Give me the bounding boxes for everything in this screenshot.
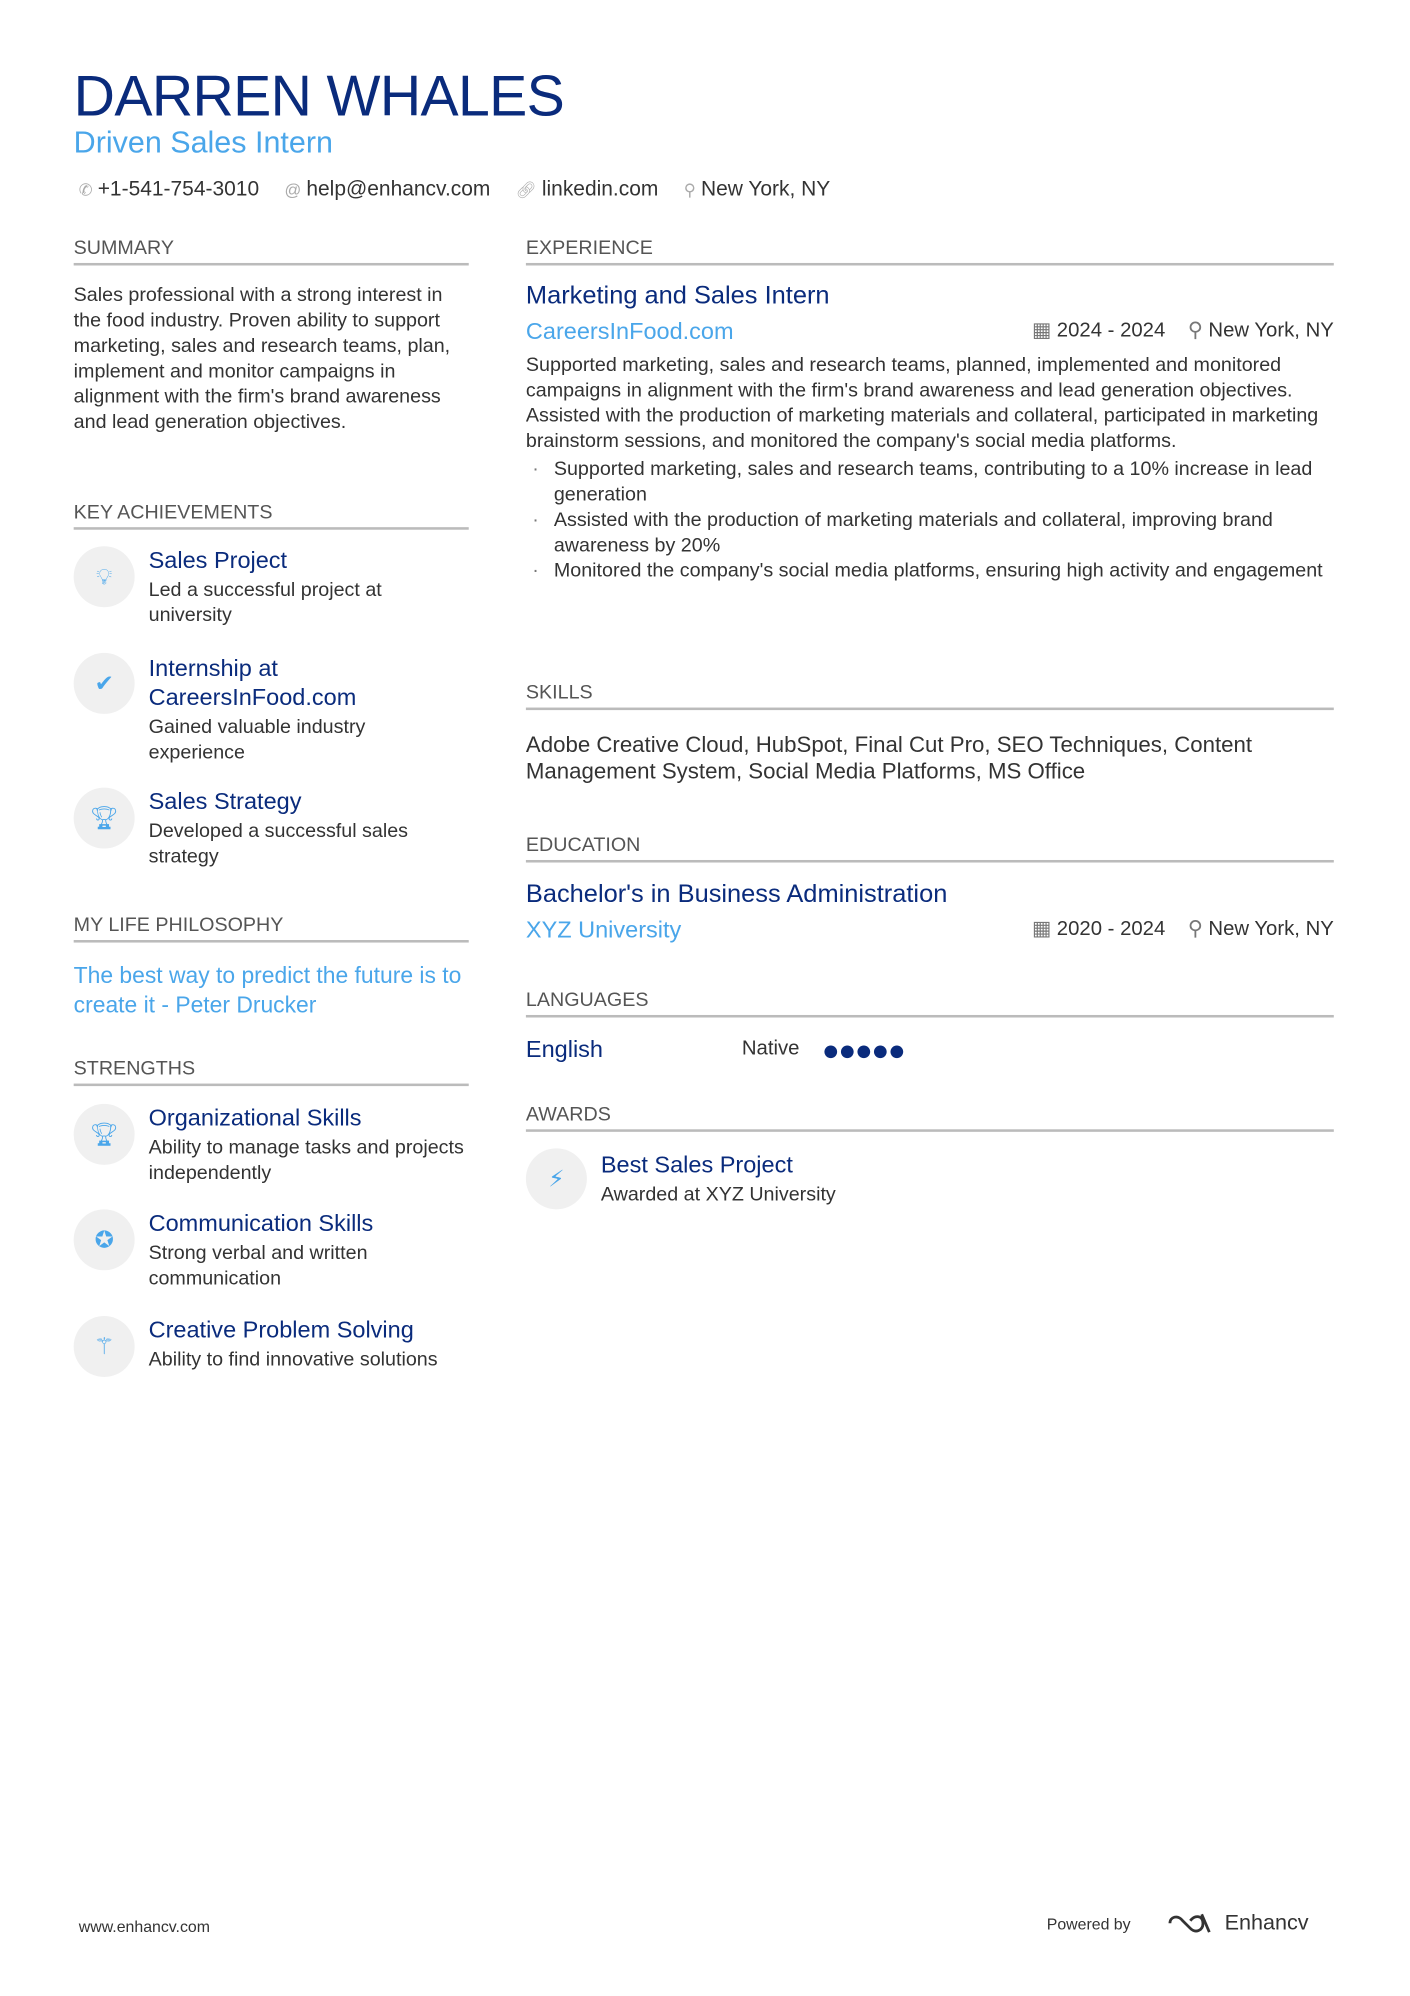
contact-bar [79,178,831,202]
strengths-heading: STRENGTHS [74,1058,469,1086]
calendar-icon: ▦ [1031,320,1057,342]
skills-heading: SKILLS [526,682,1334,710]
footer-powered-by: Powered by [1046,1915,1131,1934]
language-level: Native [741,1037,800,1060]
trophy-icon: 🏆︎ [74,788,135,849]
calendar-icon: ▦ [1031,918,1057,941]
rating-dot [824,1045,837,1058]
enhancv-logo-icon [1166,1909,1214,1937]
achievement-title: Sales Strategy [148,787,302,815]
language-name: English [525,1035,603,1062]
achievement-title: Sales Project [148,546,288,573]
enhancv-logo[interactable] [1166,1909,1308,1937]
contact-phone[interactable]: ✆ +1-541-754-3010 [78,177,260,201]
contact-email[interactable]: @ help@enhancv.com [284,177,491,201]
location-icon: ⚲ [683,180,696,200]
strength-desc: Ability to find innovative solutions [148,1349,438,1371]
achievement-title: Internship at CareersInFood.com [148,654,357,711]
language-rating [824,1042,907,1065]
candidate-title: Driven Sales Intern [73,125,333,161]
bolt-icon: ⚡︎ [526,1148,587,1209]
contact-location: ⚲ New York, NY [683,177,831,201]
achievement-desc: Developed a successful sales strategy [148,820,409,868]
link-icon: 🔗︎ [515,180,537,200]
experience-company[interactable]: CareersInFood.com [525,317,734,345]
location-icon: ⚲ [1187,918,1209,941]
experience-bullets [526,457,1334,584]
footer-website[interactable]: www.enhancv.com [78,1918,210,1936]
languages-heading: LANGUAGES [526,990,1334,1018]
location-icon: ⚲ [1187,320,1209,342]
education-degree: Bachelor's in Business Administration [525,880,948,909]
strength-title: Creative Problem Solving [148,1316,414,1343]
strength-desc: Strong verbal and written communication [148,1242,368,1290]
summary-text: Sales professional with a strong interest in the food industry. Proven ability to support marketing, sales and research teams, plan, implement and monitor campaigns in alignment with the firm's brand awareness and lead generation objectives. [73,284,451,434]
rating-dot [857,1045,870,1058]
philosophy-heading: MY LIFE PHILOSOPHY [74,915,469,943]
bullet: · Supported marketing, sales and research teams, contributing to a 10% increase in lead generation [554,457,1334,508]
check-icon: ✔ [74,653,135,714]
rating-dot [874,1045,887,1058]
strength-desc: Ability to manage tasks and projects independently [148,1136,464,1184]
philosophy-quote: The best way to predict the future is to create it - Peter Drucker [73,962,462,1018]
at-icon: @ [284,180,302,200]
magic-wand-icon: ⚚ [74,1316,135,1377]
experience-description: Supported marketing, sales and research teams, planned, implemented and monitored campaigns in alignment with the firm's brand awareness and lead generation objectives. Assisted with the production of marketing materials and collateral, participated in marketing brainstorm sessions, and monitored the company's social media platforms. [525,354,1319,453]
education-entry [526,880,1334,951]
trophy-icon: 🏆︎ [74,1104,135,1165]
phone-icon: ✆ [78,180,93,200]
lightbulb-icon: 💡︎ [74,546,135,607]
education-dates: 2020 - 2024 [1056,918,1166,941]
experience-heading: EXPERIENCE [526,238,1334,266]
achievement-desc: Led a successful project at university [148,579,382,627]
education-location: New York, NY [1208,918,1334,941]
experience-location: New York, NY [1208,320,1334,342]
achievements-heading: KEY ACHIEVEMENTS [74,502,469,530]
enhancv-brand: Enhancv [1224,1910,1309,1935]
rating-dot [841,1045,854,1058]
experience-dates: 2024 - 2024 [1056,320,1166,342]
awards-heading: AWARDS [526,1104,1334,1132]
skills-text: Adobe Creative Cloud, HubSpot, Final Cut Pro, SEO Techniques, Content Management System, Social Media Platforms, MS Office [525,731,1253,784]
experience-role: Marketing and Sales Intern [525,282,830,310]
experience-entry [526,282,1334,584]
strength-title: Organizational Skills [148,1103,362,1131]
education-school: XYZ University [525,915,682,943]
contact-linkedin[interactable]: 🔗︎ linkedin.com [515,177,659,201]
bullet: · Assisted with the production of marketing materials and collateral, improving brand awareness by 20% [554,508,1334,559]
award-desc: Awarded at XYZ University [600,1183,836,1206]
medal-icon: ✪ [74,1209,135,1270]
rating-dot [890,1045,903,1058]
achievement-desc: Gained valuable industry experience [148,716,366,764]
award-title: Best Sales Project [600,1150,793,1178]
candidate-name: DARREN WHALES [73,63,565,129]
strength-title: Communication Skills [148,1209,374,1237]
language-item [526,1035,1334,1065]
summary-heading: SUMMARY [74,238,469,266]
education-heading: EDUCATION [526,835,1334,863]
bullet: · Monitored the company's social media platforms, ensuring high activity and engagement [554,559,1334,584]
